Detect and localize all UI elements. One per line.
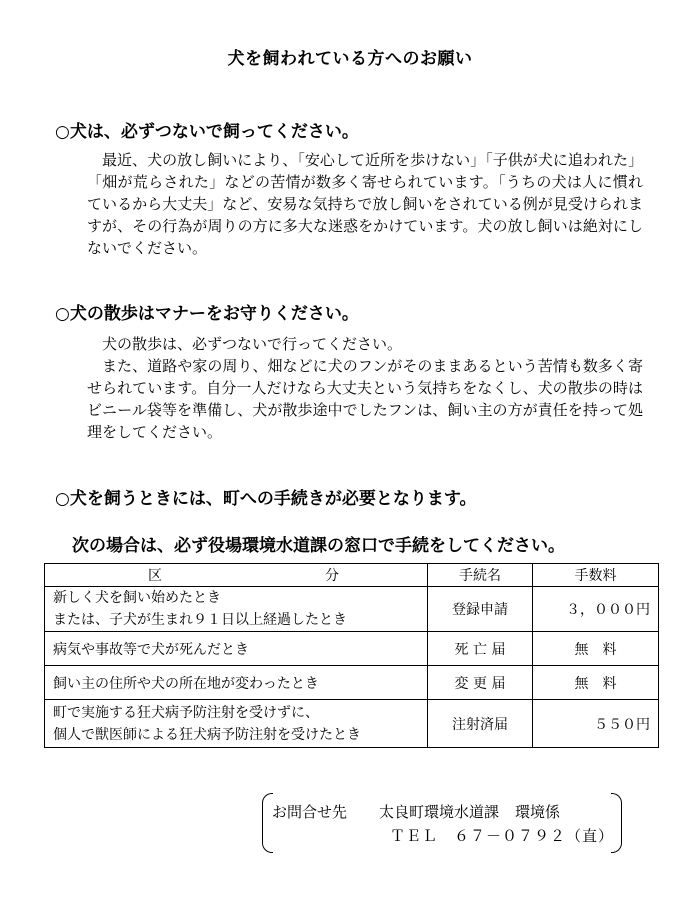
header-kubun-2: 分	[325, 568, 339, 584]
table-row	[45, 587, 659, 632]
paragraph: 最近、犬の放し飼いにより、「安心して近所を歩けない」「子供が犬に追われた」「畑が荒らされた」などの苦情が数多く寄せられています。「うちの犬は人に慣れているから大丈夫」など、安易な気持ちで放し飼いをされている例が見受けられますが、その行為が周りの方に多大な迷惑をかけています。犬の放し飼いは絶対にしないでください。	[87, 151, 643, 257]
case-cell: 飼い主の住所や犬の所在地が変わったとき	[45, 666, 428, 700]
section-heading-walk: ○犬の散歩はマナーをお守りください。	[55, 304, 359, 324]
contact-department: 太良町環境水道課	[379, 803, 500, 821]
table-row	[45, 632, 659, 666]
case-line: 新しく犬を飼い始めたとき	[53, 590, 221, 606]
fee-table	[44, 563, 659, 748]
section-body-walk	[87, 333, 643, 443]
header-fee: 手数料	[533, 564, 659, 587]
table-row	[45, 700, 659, 748]
contact-section: 環境係	[515, 803, 561, 821]
contact-box	[262, 793, 622, 853]
fee-cell: 無 料	[533, 632, 659, 666]
paragraph: また、道路や家の周り、畑などに犬のフンがそのままあるという苦情も数多く寄せられています。自分一人だけなら大丈夫という気持ちをなくし、犬の散歩の時はビニール袋等を準備し、犬が散歩途中でしたフンは、飼い主の方が責任を持って処理をしてください。	[87, 357, 643, 441]
case-line: 個人で獣医師による狂犬病予防注射を受けたとき	[53, 726, 361, 743]
contact-line	[272, 801, 560, 822]
page-title: 犬を飼われている方へのお願い	[227, 49, 473, 69]
section-heading-procedure: ○犬を飼うときには、町への手続きが必要となります。	[55, 489, 477, 509]
procedure-cell: 注射済届	[428, 700, 533, 748]
paragraph: 犬の散歩は、必ずつないで行ってください。	[102, 335, 403, 353]
case-cell	[45, 587, 428, 632]
header-kubun-1: 区	[148, 568, 162, 584]
case-cell	[45, 700, 428, 748]
fee-cell: ３，０００円	[533, 587, 659, 632]
contact-tel: ＴＥＬ ６７－０７９２（直）	[390, 827, 615, 845]
contact-label: お問合せ先	[272, 803, 348, 821]
table-row	[45, 666, 659, 700]
fee-cell: 無 料	[533, 666, 659, 700]
case-line: 町で実施する狂犬病予防注射を受けずに、	[53, 704, 319, 721]
header-kubun	[45, 564, 428, 587]
table-header-row	[45, 564, 659, 587]
case-line: または、子犬が生まれ９１日以上経過したとき	[53, 612, 347, 628]
section-heading-leash: ○犬は、必ずつないで飼ってください。	[55, 122, 359, 142]
fee-cell: ５５０円	[533, 700, 659, 748]
procedure-cell: 登録申請	[428, 587, 533, 632]
procedure-cell: 変 更 届	[428, 666, 533, 700]
case-cell: 病気や事故等で犬が死んだとき	[45, 632, 428, 666]
section-body-leash	[87, 149, 643, 259]
procedure-cell: 死 亡 届	[428, 632, 533, 666]
procedure-note: 次の場合は、必ず役場環境水道課の窓口で手続をしてください。	[72, 536, 565, 556]
header-procedure: 手続名	[428, 564, 533, 587]
